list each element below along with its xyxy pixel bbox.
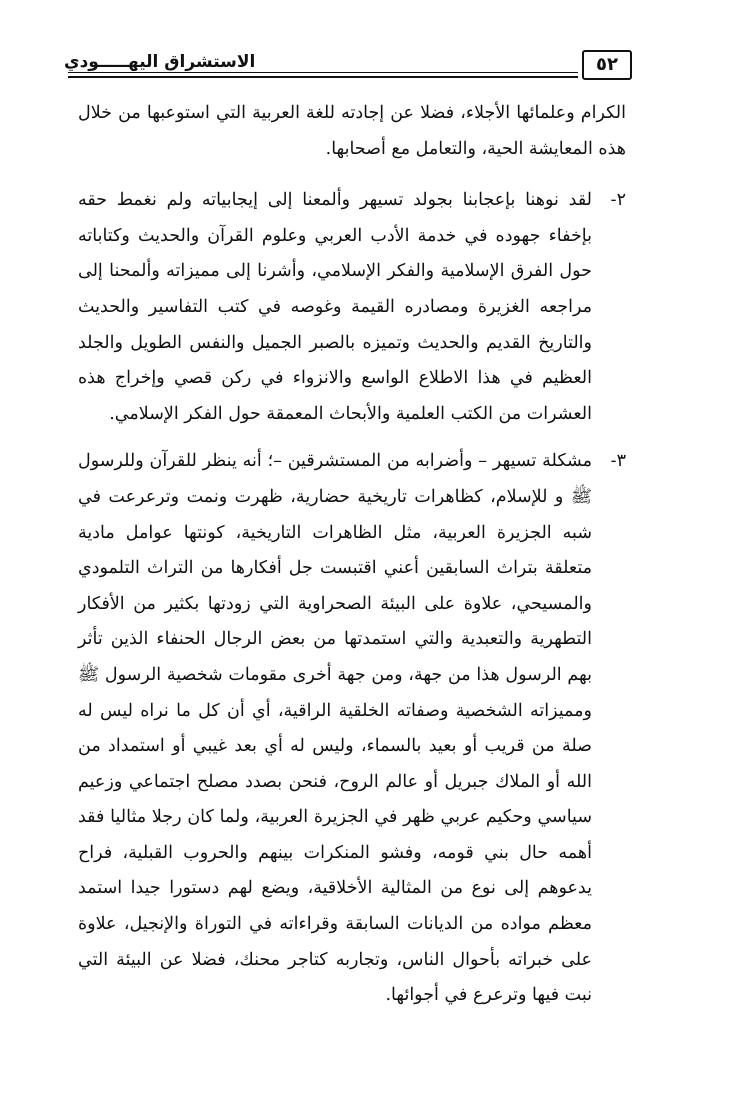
paragraph-number: ٣- bbox=[610, 451, 626, 472]
paragraph-continuation bbox=[78, 96, 626, 167]
page-body bbox=[78, 96, 626, 1026]
paragraph-number: ٢- bbox=[610, 190, 626, 211]
running-title: الاستشراق اليهـــــودي bbox=[64, 52, 256, 72]
paragraph-text: الكرام وعلمائها الأجلاء، فضلا عن إجادته للغة العربية التي استوعبها من خلال هذه المعايشة الحية، والتعامل مع أصحابها. bbox=[78, 103, 626, 159]
header-rule bbox=[68, 72, 578, 80]
numbered-paragraph-2 bbox=[78, 183, 626, 432]
numbered-paragraph-3 bbox=[78, 444, 626, 1014]
page-header bbox=[60, 46, 642, 84]
page-number: ٥٢ bbox=[582, 50, 632, 80]
header-rule-thin bbox=[68, 72, 578, 73]
paragraph-text: مشكلة تسيهر – وأضرابه من المستشرقين –؛ أنه ينظر للقرآن وللرسول ﷺ و للإسلام، كظاهرات تاريخية حضارية، ظهرت ونمت وترعرعت في شبه الجزيرة العربية، مثل الظاهرات التاريخية، كونتها عوامل مادية متعلقة بتراث السابقين أعني اقتبست جل أفكارها من التراث التلمودي والمسيحي، علاوة على البيئة الصحراوية التي زودتها بكثير من الأفكار التطهرية والتعبدية والتي استمدتها من بعض الرجال الحنفاء الذين تأثر بهم الرسول هذا من جهة، ومن جهة أخرى مقومات شخصية الرسول ﷺ ومميزاته الشخصية وصفاته الخلقية الراقية، أي أن كل ما نراه ليس له صلة من قريب أو بعيد بالسماء، وليس له أي بعد غيبي أو استمداد من الله أو الملاك جبريل أو عالم الروح، فنحن بصدد مصلح اجتماعي وزعيم سياسي وحكيم عربي ظهر في الجزيرة العربية، ولما كان رجلا مثاليا فقد أهمه حال بني قومه، وفشو المنكرات بينهم والحروب القبلية، فراح يدعوهم إلى نوع من المثالية الأخلاقية، ويضع لهم دستورا جيدا استمد معظم مواده من الديانات السابقة وقراءاته في التوراة والإنجيل، علاوة على خبراته بأحوال الناس، وتجاربه كتاجر محنك، فضلا عن البيئة التي نبت فيها وترعرع في أجوائها. bbox=[78, 451, 592, 1006]
paragraph-text: لقد نوهنا بإعجابنا بجولد تسيهر وألمعنا إلى إيجابياته ولم نغمط حقه بإخفاء جهوده في خدمة الأدب العربي وعلوم القرآن والحديث وكتاباته حول الفرق الإسلامية والفكر الإسلامي، وأشرنا إلى مميزاته وألمحنا إلى مراجعه الغزيرة ومصادره القيمة وغوصه في كتب التفاسير والحديث والتاريخ القديم والحديث وتميزه بالصبر الجميل والنفس الطويل والجلد العظيم في هذا الاطلاع الواسع والانزواء في ركن قصي وإخراج هذه العشرات من الكتب العلمية والأبحاث المعمقة حول الفكر الإسلامي. bbox=[78, 190, 592, 424]
header-rule-thick bbox=[68, 76, 578, 78]
